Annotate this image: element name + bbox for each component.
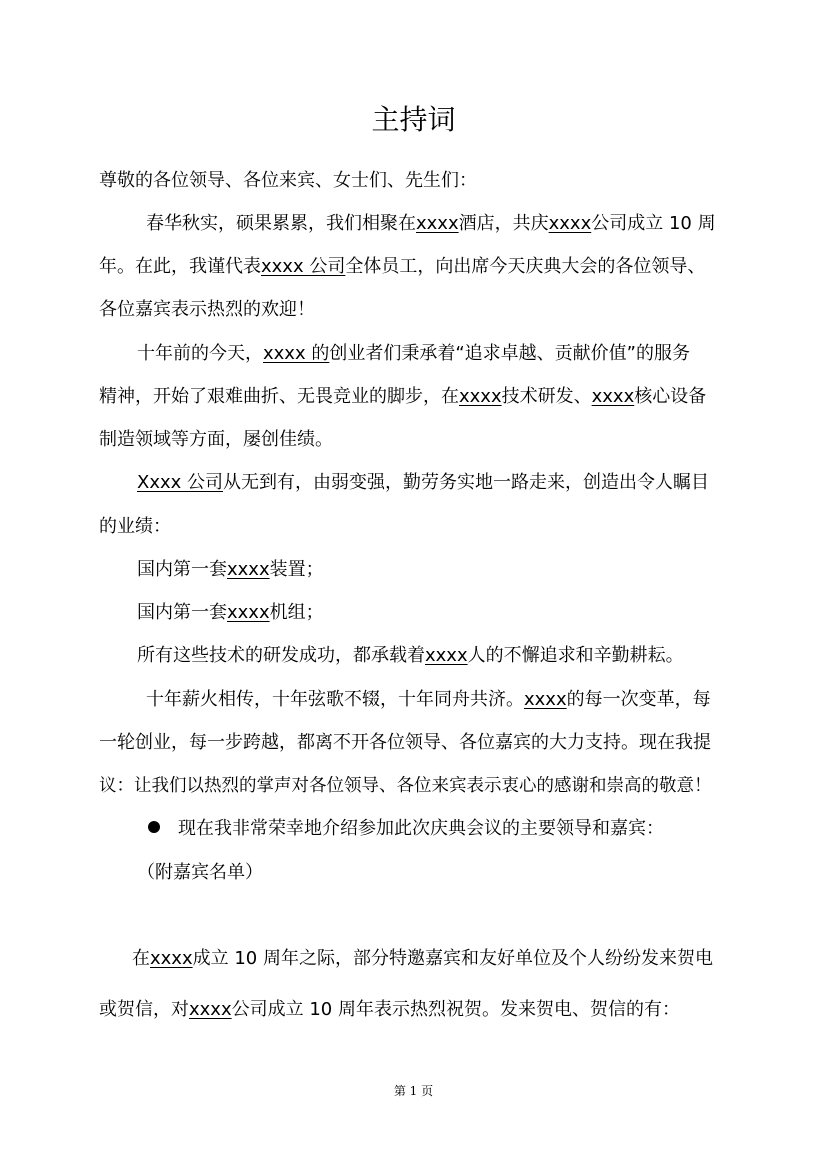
paragraph-6-line-2: 或贺信，对xxxx公司成立 10 周年表示热烈祝贺。发来贺电、贺信的有：: [99, 999, 680, 1020]
paragraph-1-line-1: 春华秋实，硕果累累，我们相聚在xxxx酒店，共庆xxxx公司成立 10 周: [146, 213, 716, 234]
paragraph-4: 所有这些技术的研发成功，都承载着xxxx人的不懈追求和辛勤耕耘。: [137, 645, 684, 666]
paragraph-2-line-1: 十年前的今天，xxxx 的创业者们秉承着“追求卓越、贡献价值”的服务: [137, 343, 690, 364]
bullet-icon: [148, 821, 160, 833]
salutation: 尊敬的各位领导、各位来宾、女士们、先生们：: [99, 170, 477, 191]
bullet-item: 现在我非常荣幸地介绍参加此次庆典会议的主要领导和嘉宾：: [148, 816, 664, 842]
paragraph-1-line-2: 年。在此，我谨代表xxxx 公司全体员工，向出席今天庆典大会的各位领导、: [99, 256, 706, 277]
paragraph-2-line-2: 精神，开始了艰难曲折、无畏竞业的脚步，在xxxx技术研发、xxxx核心设备: [99, 386, 707, 407]
paragraph-3-line-2: 的业绩：: [99, 516, 171, 537]
paragraph-5-line-1: 十年薪火相传，十年弦歌不辍，十年同舟共济。xxxx的每一次变革，每: [146, 689, 711, 710]
guest-list-note: （附嘉宾名单）: [137, 862, 263, 883]
paragraph-5-line-3: 议：让我们以热烈的掌声对各位领导、各位来宾表示衷心的感谢和崇高的敬意！: [99, 776, 712, 796]
paragraph-5-line-2: 一轮创业，每一步跨越，都离不开各位领导、各位嘉宾的大力支持。现在我提: [99, 732, 711, 753]
list-item: 国内第一套xxxx装置；: [137, 559, 324, 580]
paragraph-2-line-3: 制造领域等方面，屡创佳绩。: [99, 429, 333, 450]
paragraph-1-line-3: 各位嘉宾表示热烈的欢迎！: [99, 299, 315, 320]
paragraph-3-line-1: Xxxx 公司从无到有，由弱变强，勤劳务实地一路走来，创造出令人瞩目: [137, 472, 710, 493]
list-item: 国内第一套xxxx机组；: [137, 602, 324, 623]
paragraph-6-line-1: 在xxxx成立 10 周年之际，部分特邀嘉宾和友好单位及个人纷纷发来贺电: [132, 948, 713, 969]
page-title: 主持词: [371, 103, 456, 136]
page-number: 第 1 页: [393, 1084, 434, 1098]
